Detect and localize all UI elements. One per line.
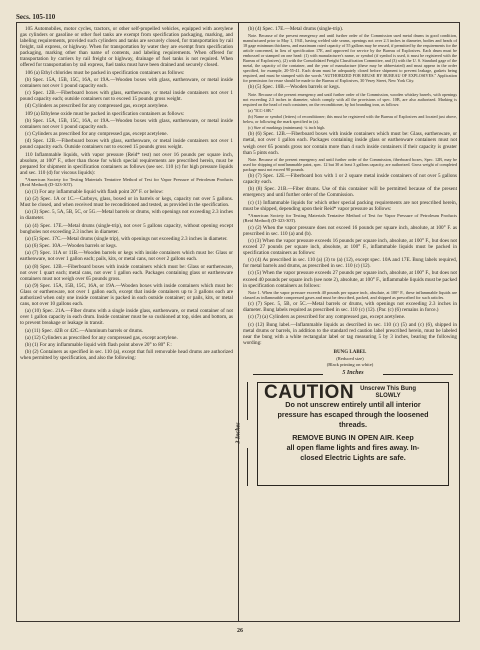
bung-label-heading: BUNG LABEL [333, 349, 367, 355]
paragraph: (a) (6) Spec. 10A.—Wooden barrels or kegs. [25, 243, 117, 250]
column-divider [238, 23, 239, 621]
paragraph: (a) (2) Spec. 1A or 1C.—Carboys, glass, boxed or in barrels or kegs, capacity not over 5 gallons. Must be closed, and when received must be reconditioned and tested, as provided in the specification. [20, 195, 233, 209]
paragraph: (c) (4) As prescribed in sec. 110 (a) (3) to (a) (12), except spec. 10A and 17E. Bung labels required, for metal barrels and drums, as prescribed in sec. 110 (c) (12). [243, 257, 457, 270]
paragraph: (c) Cylinders as prescribed for any compressed gas, except acetylene. [25, 131, 168, 138]
paragraph: (a) (10) Spec. 21A.—Fiber drums with a single inside glass, earthenware, or metal container of not over 1 gallon capacity in each drum. Inside container must be so cushioned at top, sides and bottom, as to prevent breakage or leakage in transit. [20, 308, 233, 327]
paragraph: (b) Name or symbol (letters) of reconditioner; this must be registered with the Bureau of Explosives and located just above, below, or following the mark specified in (a). [243, 114, 457, 125]
paragraph: (c) (12) Bung label.—Inflammable liquids as described in sec. 110 (c) (5) and (c) (6), shipped in metal drums or barrels, in addition to the standard red caution label prescribed herein, must be labeled near the bung with a white rectangular label or tag measuring 5 by 3 inches, bearing the following wording: [243, 321, 457, 346]
paragraph: (c) Size of markings (minimum): ¼ inch high. [248, 125, 326, 131]
paragraph: (c) (1) Inflammable liquids for which other special packing requirements are not prescribed herein, must be shipped, depending upon their Reid* vapor pressure as follows: [243, 199, 457, 212]
paragraph: (b) (7) Spec. 12E.—Fiberboard box with 1 or 2 square metal inside containers of not over 5 gallons capacity each. [243, 172, 457, 186]
paragraph: (a) (4) Spec. 17E.—Metal drums (single-trip), not over 5 gallons capacity, without opening except bungholes not exceeding 2.3 inches in diameter. [20, 222, 233, 235]
paragraph: (d) Spec. 12B.—Fiberboard boxes with glass, earthenware, or metal inside containers not over 1 pound capacity each. Outside containers not to exceed 15 pounds gross weight. [20, 138, 233, 151]
paragraph: (a) (12) Cylinders as prescribed for any compressed gas, except acetylene. [25, 334, 178, 341]
bung-line-1: Do not unscrew entirely until all interior [285, 399, 421, 409]
paragraph: (c) (2) When the vapor pressure does not exceed 16 pounds per square inch, absolute, at 100° F. as prescribed in sec. 110 (a) and (b). [243, 224, 457, 237]
paragraph: (d) Cylinders as prescribed for any compressed gas, except acetylene. [25, 103, 169, 110]
paragraph: (a) (9) Spec. 15A, 15B, 15C, 16A, or 19A.—Wooden boxes with inside containers which must be: Glass or earthenware, not over 1 gallon each, except that inside containers up to 3 gallons each are authorized when only one inside container is packed in each outside container; or pails, kits, or metal cans, not over 10 gallons each. [20, 282, 233, 308]
right-column [235, 26, 457, 620]
paragraph: (b) (4) Spec. 17E.—Metal drums (single-trip). [248, 26, 344, 32]
paragraph: (c) (7) Spec. 5, 5B, or 5C.—Metal barrels or drums, with openings not exceeding 2.3 inches in diameter. Bung labels required as prescribed in sec. 110 (c) (12). (Par. (c) (6) remains in force.) [243, 301, 457, 314]
paragraph: (c) (3) When the vapor pressure exceeds 16 pounds per square inch, absolute, at 100° F., but does not exceed 27 pounds per square inch, absolute, at 100° F., inflammable liquids must be packed in specification containers as follows: [243, 237, 457, 256]
paragraph: (b) (1) For any inflammable liquid with flash point above 20° to 80° F.: [25, 342, 172, 349]
paragraph: (a) (5) Spec. 17C.—Metal drums (single trip), with openings not exceeding 2.3 inches in diameter. [25, 235, 228, 242]
paragraph: (c) Spec. 12B.—Fiberboard boxes with glass, earthenware, or metal inside containers not over 1 pound capacity each; outside containers not to exceed 15 pounds gross weight. [20, 90, 233, 103]
paragraph: (c) (5) When the vapor pressure exceeds 27 pounds per square inch, absolute, at 100° F., but does not exceed 40 pounds per square inch (see note 2), absolute, at 100° F., inflammable liquids must be packed in specification containers as follows: [243, 270, 457, 289]
caution-word: CAUTION [264, 381, 355, 403]
paragraph: (a) (3) Spec. 5, 5A, 5B, 5C, or 5G.—Metal barrels or drums, with openings not exceeding 2.3 inches in diameter. [20, 209, 233, 222]
bung-line-4: REMOVE BUNG IN OPEN AIR. Keep [292, 432, 414, 442]
paragraph: 106 (a) Ethyl chlorides must be packed in specification containers as follows: [25, 69, 185, 76]
unscrew-line-1: Unscrew This Bung [360, 385, 417, 392]
bung-line-3: threads. [339, 419, 367, 429]
width-dimension [253, 370, 453, 378]
paragraph: (a) (1) For any inflammable liquid with flash point 20° F. or below: [25, 188, 164, 195]
unscrew-line-2: SLOWLY [375, 392, 401, 399]
paragraph: (a) (8) Spec. 12B.—Fiberboard boxes with inside containers which must be: Glass or earthenware, not over 1 quart each; metal cans, not over 1 gallon each. Packages containing glass or earthenware containers must not weigh over 65 pounds gross. [20, 263, 233, 282]
width-dimension-text: 5 Inches [339, 370, 366, 376]
paragraph: (b) (8) Spec. 21B.—Fiber drums. Use of this container will be permitted because of the present emergency and until further order of the Commission. [243, 186, 457, 199]
height-dimension [235, 382, 251, 486]
paragraph: 105 Automobiles, motor cycles, tractors, or other self-propelled vehicles, equipped with acetylene gas cylinders or gasoline or other fuel tanks are exempt from specification packaging, marking, and labeling requirements, provided such cylinders and tanks are securely closed, for transportation by rail freight, rail express, or highway. When for transportation by water they are exempt from specification packaging, marking other than name of contents, and labeling requirements. When offered for transportation by carriers by rail freight or highway, drainage of fuel tanks is not required. When offered for transportation by rail express, fuel tanks must have been drained and securely closed. [20, 26, 233, 69]
paragraph: *American Society for Testing Materials Tentative Method of Test for Vapor Pressure of Petroleum Products (Reid Method) (D-323-30T). [20, 176, 233, 188]
text-frame [16, 22, 460, 622]
right-column-text [243, 26, 457, 346]
bung-label-note: (Black printing on white) [326, 361, 374, 367]
paragraph: Note. Because of the present emergency and until further order of the Commission, wooden whiskey barrels, with openings not exceeding 2.3 inches in diameter, which comply with all the provisions of spec. 10B, are also authorized. Marking is required on the head of each container, on the reconditioner, by hot branding iron, as follows: [243, 91, 457, 107]
paragraph: (a) (7) Spec. 11A or 11B.—Wooden barrels or kegs with inside containers which must be: Glass or earthenware, not over 1 gallon each; pails, kits, or metal cans, not over 2 gallons each. [20, 250, 233, 263]
paragraph: (a) (11) Spec. 42B or 42C.—Aluminum barrels or drums. [25, 327, 144, 334]
bung-label-diagram [235, 369, 457, 490]
paragraph: (b) Spec. 15A, 15B, 15C, 16A, or 19A.—Wooden boxes with glass, earthenware, or metal inside containers not over 1 pound capacity each. [20, 76, 233, 89]
paragraph: (a) "ICC-10B." [248, 107, 274, 113]
bung-line-5: all open flame lights and fires away. In- [286, 442, 420, 452]
left-column [20, 26, 233, 620]
paragraph: *American Society for Testing Materials Tentative Method of Test for Vapor Pressure of Petroleum Products (Reid Method) (D-323-30T). [243, 212, 457, 224]
paragraph: (b) (5) Spec. 10B.—Wooden barrels or kegs. [248, 84, 340, 91]
bung-line-6: closed Electric Lights are safe. [300, 452, 406, 462]
section-header: Secs. 105-110 [16, 13, 56, 21]
unscrew-instruction [360, 386, 416, 400]
paragraph: (b) (6) Spec. 12B.—Fiberboard boxes with inside containers which must be: Glass, earthenware, or metal, not over 1 gallon each. Packages containing inside glass or earthenware containers must not weigh over 65 pounds gross nor contain more than 4 such inside containers if their capacity is greater than 5 pints each. [243, 131, 457, 156]
height-dimension-text: 3 Inches [235, 422, 242, 444]
bung-line-2: pressure has escaped through the loosened [277, 409, 429, 419]
paragraph: (b) (2) Containers as specified in sec. 110 (a), except that full removable head drums are authorized when permitted by specification, and also the following: [20, 349, 233, 362]
page-number: 26 [237, 628, 243, 634]
paragraph: Note. Because of the present emergency and until further order of the Commission, fiberboard boxes, Spec. 12B, may be used for shipping of nonflammable paint, spec. 12 but 30 at least 3 gallons capacity, are authorized. Gross weight of completed package must not exceed 90 pounds. [243, 156, 457, 172]
paragraph: 110 Inflammable liquids, with vapor pressure (Reid* test) not over 16 pounds per square inch, absolute, at 100° F., other than those for which special requirements are prescribed herein, must be prepared for shipment in specification containers as follows (see sec. 110 (c) for high pressure liquids and sec. 110 (d) for viscous liquids): [20, 151, 233, 176]
paragraph: Note. Because of the present emergency and until further order of the Commission used metal drums in good condition, manufactured prior to May 1, 1941, having welded side seams, openings not over 2.3 inches in diameter, bodies and heads of 18 gage minimum thickness, and maximum rated capacity of 55 gallons may be reused, if permitted by the requirements for the article concerned, in lieu of specification 17E, and approved for service by the Bureau of Explosives. Each drum must be embossed or stamped on one head: (1) with manufacturer's name, or symbol (if symbol is used, it must be registered with the Bureau of Explosives), (2) with the Consolidated Freight Classification Committee, and (3) with the U. S. Standard gage of the metal, the capacity of the container, and the year of manufacture (these may be abbreviated) and must appear in the order specified, for example, 20-55-41. Each drum must be adequately closed before shipment to prevent leakage, gaskets being required, and must be stamped with the words "AUTHORIZED FOR REUSE BY BUREAU OF EXPLOSIVES." Application for permission for reuse should be made to the Bureau of Explosives, 30 Vesey Street, New York City. [243, 33, 457, 84]
paragraph: Note 1. When the vapor pressure exceeds 40 pounds per square inch, absolute, at 100° F., these inflammable liquids are classed as inflammable compressed gases and must be described, packed, and shipped as prescribed for such articles. [243, 289, 457, 300]
bung-label-subheading: (Reduced size) [336, 355, 364, 361]
paragraph: 109 (a) Ethylene oxide must be packed in specification containers as follows: [25, 110, 185, 117]
paragraph: (c) (7) (a) Cylinders as prescribed for any compressed gas, except acetylene. [248, 314, 406, 321]
paragraph: (b) Spec. 15A, 15B, 15C, 16A, or 19A.—Wooden boxes with glass, earthenware, or metal inside containers not over 1 pound capacity each. [20, 117, 233, 130]
bung-label-box [257, 382, 449, 486]
